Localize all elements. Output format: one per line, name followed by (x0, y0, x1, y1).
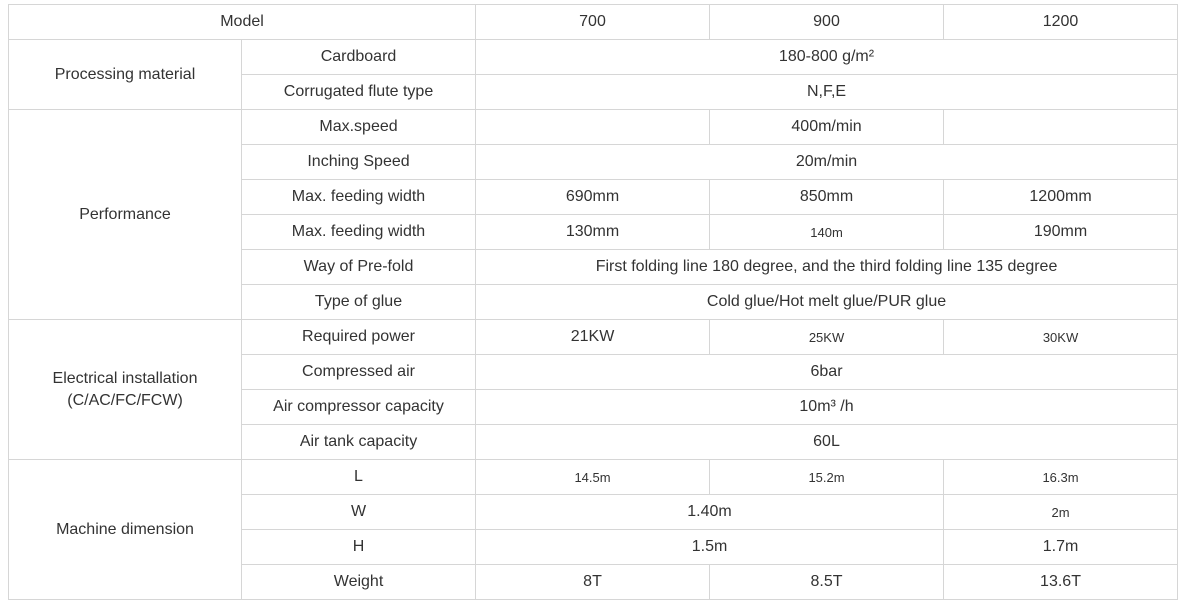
value-weight-700: 8T (476, 565, 710, 600)
value-cardboard: 180-800 g/m² (476, 40, 1178, 75)
value-length-900: 15.2m (710, 460, 944, 495)
value-max-feeding-width-2-900: 140m (710, 215, 944, 250)
model-header-label: Model (9, 5, 476, 40)
value-max-feeding-width-2-1200: 190mm (944, 215, 1178, 250)
machine-spec-table (8, 4, 1178, 600)
row-label-max-feeding-width: Max. feeding width (242, 180, 476, 215)
value-max-feeding-width-2-700: 130mm (476, 215, 710, 250)
model-1200-header: 1200 (944, 5, 1178, 40)
value-height-700-900: 1.5m (476, 530, 944, 565)
value-type-of-glue: Cold glue/Hot melt glue/PUR glue (476, 285, 1178, 320)
value-way-of-prefold: First folding line 180 degree, and the third folding line 135 degree (476, 250, 1178, 285)
row-label-required-power: Required power (242, 320, 476, 355)
value-max-speed-700 (476, 110, 710, 145)
value-max-feeding-width-700: 690mm (476, 180, 710, 215)
row-label-length: L (242, 460, 476, 495)
value-max-feeding-width-1200: 1200mm (944, 180, 1178, 215)
value-weight-900: 8.5T (710, 565, 944, 600)
value-width-1200: 2m (944, 495, 1178, 530)
value-max-speed-900: 400m/min (710, 110, 944, 145)
value-width-700-900: 1.40m (476, 495, 944, 530)
row-label-cardboard: Cardboard (242, 40, 476, 75)
table-row-max-speed (9, 110, 1178, 145)
group-processing-material: Processing material (9, 40, 242, 110)
row-label-corrugated-flute-type: Corrugated flute type (242, 75, 476, 110)
model-700-header: 700 (476, 5, 710, 40)
row-label-height: H (242, 530, 476, 565)
value-required-power-900: 25KW (710, 320, 944, 355)
value-required-power-700: 21KW (476, 320, 710, 355)
row-label-max-feeding-width-2: Max. feeding width (242, 215, 476, 250)
row-label-inching-speed: Inching Speed (242, 145, 476, 180)
row-label-width: W (242, 495, 476, 530)
row-label-way-of-prefold: Way of Pre-fold (242, 250, 476, 285)
table-row-model (9, 5, 1178, 40)
value-air-tank-capacity: 60L (476, 425, 1178, 460)
value-weight-1200: 13.6T (944, 565, 1178, 600)
row-label-max-speed: Max.speed (242, 110, 476, 145)
group-performance: Performance (9, 110, 242, 320)
value-inching-speed: 20m/min (476, 145, 1178, 180)
group-electrical-installation-subtitle: (C/AC/FC/FCW) (67, 391, 183, 409)
value-required-power-1200: 30KW (944, 320, 1178, 355)
table-row-required-power (9, 320, 1178, 355)
group-machine-dimension: Machine dimension (9, 460, 242, 600)
table-row-length (9, 460, 1178, 495)
row-label-compressed-air: Compressed air (242, 355, 476, 390)
value-air-compressor-capacity: 10m³ /h (476, 390, 1178, 425)
row-label-weight: Weight (242, 565, 476, 600)
row-label-air-tank-capacity: Air tank capacity (242, 425, 476, 460)
model-900-header: 900 (710, 5, 944, 40)
value-max-speed-1200 (944, 110, 1178, 145)
value-corrugated-flute-type: N,F,E (476, 75, 1178, 110)
value-height-1200: 1.7m (944, 530, 1178, 565)
value-compressed-air: 6bar (476, 355, 1178, 390)
row-label-type-of-glue: Type of glue (242, 285, 476, 320)
group-electrical-installation (9, 320, 242, 460)
value-length-1200: 16.3m (944, 460, 1178, 495)
value-length-700: 14.5m (476, 460, 710, 495)
value-max-feeding-width-900: 850mm (710, 180, 944, 215)
group-electrical-installation-title: Electrical installation (52, 369, 198, 387)
row-label-air-compressor-capacity: Air compressor capacity (242, 390, 476, 425)
table-row-cardboard (9, 40, 1178, 75)
